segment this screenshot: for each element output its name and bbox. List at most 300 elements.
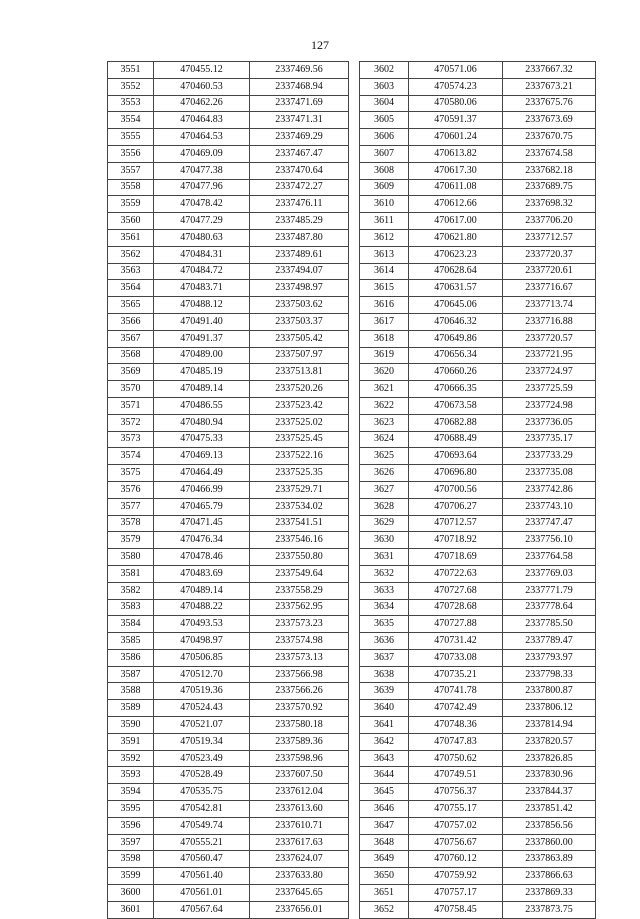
table-row (108, 565, 349, 582)
y-coordinate-cell: 2337476.11 (250, 196, 349, 213)
point-number-cell: 3608 (360, 162, 409, 179)
x-coordinate-cell: 470491.37 (154, 330, 250, 347)
x-coordinate-cell: 470722.63 (409, 565, 503, 582)
point-number-cell: 3652 (360, 901, 409, 918)
point-number-cell: 3581 (108, 565, 154, 582)
point-number-cell: 3609 (360, 179, 409, 196)
y-coordinate-cell: 2337670.75 (503, 129, 596, 146)
x-coordinate-cell: 470718.92 (409, 532, 503, 549)
point-number-cell: 3561 (108, 229, 154, 246)
point-number-cell: 3572 (108, 414, 154, 431)
x-coordinate-cell: 470728.68 (409, 599, 503, 616)
point-number-cell: 3553 (108, 95, 154, 112)
y-coordinate-cell: 2337485.29 (250, 213, 349, 230)
x-coordinate-cell: 470601.24 (409, 129, 503, 146)
point-number-cell: 3605 (360, 112, 409, 129)
y-coordinate-cell: 2337645.65 (250, 885, 349, 902)
table-row (360, 851, 596, 868)
table-row (108, 599, 349, 616)
point-number-cell: 3626 (360, 465, 409, 482)
y-coordinate-cell: 2337573.13 (250, 649, 349, 666)
table-row (360, 717, 596, 734)
y-coordinate-cell: 2337612.04 (250, 784, 349, 801)
x-coordinate-cell: 470666.35 (409, 381, 503, 398)
x-coordinate-cell: 470521.07 (154, 717, 250, 734)
table-row (108, 179, 349, 196)
point-number-cell: 3613 (360, 246, 409, 263)
x-coordinate-cell: 470523.49 (154, 750, 250, 767)
table-row (108, 481, 349, 498)
table-row (108, 229, 349, 246)
x-coordinate-cell: 470706.27 (409, 498, 503, 515)
table-row (108, 498, 349, 515)
table-row (108, 414, 349, 431)
table-row (108, 700, 349, 717)
x-coordinate-cell: 470489.00 (154, 347, 250, 364)
x-coordinate-cell: 470741.78 (409, 683, 503, 700)
point-number-cell: 3554 (108, 112, 154, 129)
x-coordinate-cell: 470469.13 (154, 448, 250, 465)
table-row (360, 481, 596, 498)
table-row (108, 666, 349, 683)
x-coordinate-cell: 470733.08 (409, 649, 503, 666)
x-coordinate-cell: 470756.37 (409, 784, 503, 801)
point-number-cell: 3595 (108, 801, 154, 818)
table-row (360, 330, 596, 347)
x-coordinate-cell: 470488.12 (154, 297, 250, 314)
y-coordinate-cell: 2337469.56 (250, 62, 349, 79)
point-number-cell: 3637 (360, 649, 409, 666)
point-number-cell: 3599 (108, 868, 154, 885)
point-number-cell: 3557 (108, 162, 154, 179)
point-number-cell: 3643 (360, 750, 409, 767)
point-number-cell: 3556 (108, 145, 154, 162)
y-coordinate-cell: 2337769.03 (503, 565, 596, 582)
point-number-cell: 3650 (360, 868, 409, 885)
point-number-cell: 3591 (108, 733, 154, 750)
y-coordinate-cell: 2337633.80 (250, 868, 349, 885)
y-coordinate-cell: 2337541.51 (250, 515, 349, 532)
table-row (108, 649, 349, 666)
table-row (108, 817, 349, 834)
x-coordinate-cell: 470700.56 (409, 481, 503, 498)
x-coordinate-cell: 470621.80 (409, 229, 503, 246)
x-coordinate-cell: 470455.12 (154, 62, 250, 79)
table-row (360, 834, 596, 851)
y-coordinate-cell: 2337522.16 (250, 448, 349, 465)
x-coordinate-cell: 470475.33 (154, 431, 250, 448)
point-number-cell: 3575 (108, 465, 154, 482)
table-row (360, 885, 596, 902)
table-row (360, 364, 596, 381)
x-coordinate-cell: 470727.88 (409, 616, 503, 633)
x-coordinate-cell: 470464.53 (154, 129, 250, 146)
x-coordinate-cell: 470646.32 (409, 313, 503, 330)
point-number-cell: 3598 (108, 851, 154, 868)
table-row (360, 801, 596, 818)
table-row (360, 868, 596, 885)
x-coordinate-cell: 470519.34 (154, 733, 250, 750)
x-coordinate-cell: 470567.64 (154, 901, 250, 918)
y-coordinate-cell: 2337764.58 (503, 549, 596, 566)
table-row (360, 599, 596, 616)
point-number-cell: 3621 (360, 381, 409, 398)
page-number: 127 (311, 38, 329, 52)
y-coordinate-cell: 2337873.75 (503, 901, 596, 918)
table-row (360, 347, 596, 364)
point-number-cell: 3565 (108, 297, 154, 314)
x-coordinate-cell: 470524.43 (154, 700, 250, 717)
x-coordinate-cell: 470612.66 (409, 196, 503, 213)
y-coordinate-cell: 2337733.29 (503, 448, 596, 465)
table-row (108, 750, 349, 767)
x-coordinate-cell: 470749.51 (409, 767, 503, 784)
table-row (108, 62, 349, 79)
x-coordinate-cell: 470742.49 (409, 700, 503, 717)
x-coordinate-cell: 470696.80 (409, 465, 503, 482)
point-number-cell: 3603 (360, 78, 409, 95)
table-row (108, 112, 349, 129)
y-coordinate-cell: 2337713.74 (503, 297, 596, 314)
table-row (360, 213, 596, 230)
table-row (108, 246, 349, 263)
table-row (108, 431, 349, 448)
table-row (360, 162, 596, 179)
y-coordinate-cell: 2337667.32 (503, 62, 596, 79)
x-coordinate-cell: 470617.00 (409, 213, 503, 230)
y-coordinate-cell: 2337800.87 (503, 683, 596, 700)
y-coordinate-cell: 2337720.57 (503, 330, 596, 347)
point-number-cell: 3630 (360, 532, 409, 549)
table-body-right (360, 62, 596, 919)
x-coordinate-cell: 470727.68 (409, 582, 503, 599)
y-coordinate-cell: 2337468.94 (250, 78, 349, 95)
point-number-cell: 3583 (108, 599, 154, 616)
x-coordinate-cell: 470483.69 (154, 565, 250, 582)
x-coordinate-cell: 470712.57 (409, 515, 503, 532)
x-coordinate-cell: 470682.88 (409, 414, 503, 431)
x-coordinate-cell: 470561.01 (154, 885, 250, 902)
x-coordinate-cell: 470535.75 (154, 784, 250, 801)
table-row (108, 313, 349, 330)
y-coordinate-cell: 2337673.21 (503, 78, 596, 95)
y-coordinate-cell: 2337549.64 (250, 565, 349, 582)
y-coordinate-cell: 2337863.89 (503, 851, 596, 868)
y-coordinate-cell: 2337866.63 (503, 868, 596, 885)
y-coordinate-cell: 2337558.29 (250, 582, 349, 599)
table-row (108, 213, 349, 230)
point-number-cell: 3634 (360, 599, 409, 616)
point-number-cell: 3552 (108, 78, 154, 95)
y-coordinate-cell: 2337529.71 (250, 481, 349, 498)
x-coordinate-cell: 470489.14 (154, 582, 250, 599)
x-coordinate-cell: 470484.31 (154, 246, 250, 263)
y-coordinate-cell: 2337698.32 (503, 196, 596, 213)
table-row (360, 263, 596, 280)
point-number-cell: 3567 (108, 330, 154, 347)
table-row (360, 95, 596, 112)
x-coordinate-cell: 470628.64 (409, 263, 503, 280)
point-number-cell: 3593 (108, 767, 154, 784)
point-number-cell: 3586 (108, 649, 154, 666)
y-coordinate-cell: 2337566.98 (250, 666, 349, 683)
y-coordinate-cell: 2337778.64 (503, 599, 596, 616)
x-coordinate-cell: 470645.06 (409, 297, 503, 314)
table-row (360, 784, 596, 801)
x-coordinate-cell: 470747.83 (409, 733, 503, 750)
x-coordinate-cell: 470688.49 (409, 431, 503, 448)
y-coordinate-cell: 2337742.86 (503, 481, 596, 498)
y-coordinate-cell: 2337851.42 (503, 801, 596, 818)
table-row (108, 330, 349, 347)
table-row (360, 767, 596, 784)
point-number-cell: 3587 (108, 666, 154, 683)
y-coordinate-cell: 2337682.18 (503, 162, 596, 179)
table-row (360, 901, 596, 918)
y-coordinate-cell: 2337487.80 (250, 229, 349, 246)
point-number-cell: 3580 (108, 549, 154, 566)
table-row (108, 784, 349, 801)
point-number-cell: 3576 (108, 481, 154, 498)
y-coordinate-cell: 2337844.37 (503, 784, 596, 801)
table-row (360, 280, 596, 297)
y-coordinate-cell: 2337689.75 (503, 179, 596, 196)
table-row (108, 145, 349, 162)
table-row (108, 448, 349, 465)
y-coordinate-cell: 2337525.45 (250, 431, 349, 448)
y-coordinate-cell: 2337507.97 (250, 347, 349, 364)
table-row (108, 582, 349, 599)
y-coordinate-cell: 2337806.12 (503, 700, 596, 717)
y-coordinate-cell: 2337546.16 (250, 532, 349, 549)
table-row (108, 263, 349, 280)
y-coordinate-cell: 2337724.98 (503, 397, 596, 414)
table-row (108, 515, 349, 532)
x-coordinate-cell: 470491.40 (154, 313, 250, 330)
point-number-cell: 3590 (108, 717, 154, 734)
point-number-cell: 3639 (360, 683, 409, 700)
y-coordinate-cell: 2337467.47 (250, 145, 349, 162)
y-coordinate-cell: 2337735.08 (503, 465, 596, 482)
point-number-cell: 3596 (108, 817, 154, 834)
table-row (108, 901, 349, 918)
table-row (360, 448, 596, 465)
point-number-cell: 3602 (360, 62, 409, 79)
x-coordinate-cell: 470549.74 (154, 817, 250, 834)
point-number-cell: 3618 (360, 330, 409, 347)
table-row (108, 196, 349, 213)
y-coordinate-cell: 2337498.97 (250, 280, 349, 297)
table-row (360, 549, 596, 566)
table-row (360, 515, 596, 532)
x-coordinate-cell: 470477.29 (154, 213, 250, 230)
point-number-cell: 3647 (360, 817, 409, 834)
x-coordinate-cell: 470617.30 (409, 162, 503, 179)
point-number-cell: 3628 (360, 498, 409, 515)
y-coordinate-cell: 2337610.71 (250, 817, 349, 834)
y-coordinate-cell: 2337721.95 (503, 347, 596, 364)
table-row (360, 129, 596, 146)
x-coordinate-cell: 470693.64 (409, 448, 503, 465)
point-number-cell: 3562 (108, 246, 154, 263)
point-number-cell: 3569 (108, 364, 154, 381)
table-row (108, 162, 349, 179)
point-number-cell: 3617 (360, 313, 409, 330)
y-coordinate-cell: 2337735.17 (503, 431, 596, 448)
point-number-cell: 3607 (360, 145, 409, 162)
table-row (108, 129, 349, 146)
point-number-cell: 3625 (360, 448, 409, 465)
point-number-cell: 3584 (108, 616, 154, 633)
table-row (360, 229, 596, 246)
point-number-cell: 3571 (108, 397, 154, 414)
x-coordinate-cell: 470758.45 (409, 901, 503, 918)
point-number-cell: 3579 (108, 532, 154, 549)
table-row (108, 717, 349, 734)
x-coordinate-cell: 470756.67 (409, 834, 503, 851)
y-coordinate-cell: 2337503.62 (250, 297, 349, 314)
y-coordinate-cell: 2337656.01 (250, 901, 349, 918)
x-coordinate-cell: 470560.47 (154, 851, 250, 868)
table-row (360, 683, 596, 700)
y-coordinate-cell: 2337856.56 (503, 817, 596, 834)
point-number-cell: 3592 (108, 750, 154, 767)
table-row (108, 633, 349, 650)
y-coordinate-cell: 2337860.00 (503, 834, 596, 851)
point-number-cell: 3597 (108, 834, 154, 851)
table-row (108, 280, 349, 297)
table-row (360, 817, 596, 834)
table-row (360, 112, 596, 129)
x-coordinate-cell: 470464.49 (154, 465, 250, 482)
point-number-cell: 3568 (108, 347, 154, 364)
x-coordinate-cell: 470466.99 (154, 481, 250, 498)
table-row (108, 347, 349, 364)
point-number-cell: 3619 (360, 347, 409, 364)
point-number-cell: 3646 (360, 801, 409, 818)
x-coordinate-cell: 470480.94 (154, 414, 250, 431)
x-coordinate-cell: 470464.83 (154, 112, 250, 129)
y-coordinate-cell: 2337756.10 (503, 532, 596, 549)
y-coordinate-cell: 2337550.80 (250, 549, 349, 566)
point-number-cell: 3638 (360, 666, 409, 683)
point-number-cell: 3601 (108, 901, 154, 918)
y-coordinate-cell: 2337613.60 (250, 801, 349, 818)
y-coordinate-cell: 2337494.07 (250, 263, 349, 280)
x-coordinate-cell: 470718.69 (409, 549, 503, 566)
point-number-cell: 3649 (360, 851, 409, 868)
point-number-cell: 3633 (360, 582, 409, 599)
y-coordinate-cell: 2337617.63 (250, 834, 349, 851)
table-row (360, 733, 596, 750)
table-row (108, 733, 349, 750)
table-row (360, 565, 596, 582)
point-number-cell: 3611 (360, 213, 409, 230)
y-coordinate-cell: 2337771.79 (503, 582, 596, 599)
y-coordinate-cell: 2337712.57 (503, 229, 596, 246)
table-row (360, 62, 596, 79)
point-number-cell: 3636 (360, 633, 409, 650)
x-coordinate-cell: 470660.26 (409, 364, 503, 381)
table-row (360, 532, 596, 549)
y-coordinate-cell: 2337503.37 (250, 313, 349, 330)
table-row (360, 750, 596, 767)
x-coordinate-cell: 470489.14 (154, 381, 250, 398)
table-row (108, 767, 349, 784)
y-coordinate-cell: 2337471.69 (250, 95, 349, 112)
point-number-cell: 3632 (360, 565, 409, 582)
y-coordinate-cell: 2337513.81 (250, 364, 349, 381)
x-coordinate-cell: 470580.06 (409, 95, 503, 112)
y-coordinate-cell: 2337534.02 (250, 498, 349, 515)
table-row (360, 649, 596, 666)
y-coordinate-cell: 2337471.31 (250, 112, 349, 129)
table-row (360, 196, 596, 213)
point-number-cell: 3559 (108, 196, 154, 213)
point-number-cell: 3578 (108, 515, 154, 532)
coordinates-table-left (107, 61, 349, 919)
y-coordinate-cell: 2337469.29 (250, 129, 349, 146)
point-number-cell: 3651 (360, 885, 409, 902)
x-coordinate-cell: 470498.97 (154, 633, 250, 650)
table-row (360, 78, 596, 95)
table-row (360, 666, 596, 683)
table-body-left (108, 62, 349, 919)
x-coordinate-cell: 470555.21 (154, 834, 250, 851)
x-coordinate-cell: 470574.23 (409, 78, 503, 95)
y-coordinate-cell: 2337869.33 (503, 885, 596, 902)
point-number-cell: 3642 (360, 733, 409, 750)
table-row (108, 364, 349, 381)
x-coordinate-cell: 470477.38 (154, 162, 250, 179)
y-coordinate-cell: 2337624.07 (250, 851, 349, 868)
y-coordinate-cell: 2337472.27 (250, 179, 349, 196)
x-coordinate-cell: 470623.23 (409, 246, 503, 263)
y-coordinate-cell: 2337566.26 (250, 683, 349, 700)
table-row (108, 801, 349, 818)
point-number-cell: 3641 (360, 717, 409, 734)
x-coordinate-cell: 470760.12 (409, 851, 503, 868)
table-row (108, 532, 349, 549)
table-row (108, 616, 349, 633)
y-coordinate-cell: 2337580.18 (250, 717, 349, 734)
y-coordinate-cell: 2337720.37 (503, 246, 596, 263)
point-number-cell: 3600 (108, 885, 154, 902)
x-coordinate-cell: 470750.62 (409, 750, 503, 767)
x-coordinate-cell: 470755.17 (409, 801, 503, 818)
x-coordinate-cell: 470528.49 (154, 767, 250, 784)
y-coordinate-cell: 2337785.50 (503, 616, 596, 633)
point-number-cell: 3566 (108, 313, 154, 330)
x-coordinate-cell: 470561.40 (154, 868, 250, 885)
point-number-cell: 3644 (360, 767, 409, 784)
y-coordinate-cell: 2337562.95 (250, 599, 349, 616)
table-row (360, 179, 596, 196)
x-coordinate-cell: 470478.42 (154, 196, 250, 213)
point-number-cell: 3551 (108, 62, 154, 79)
y-coordinate-cell: 2337736.05 (503, 414, 596, 431)
table-row (108, 381, 349, 398)
x-coordinate-cell: 470460.53 (154, 78, 250, 95)
y-coordinate-cell: 2337570.92 (250, 700, 349, 717)
x-coordinate-cell: 470477.96 (154, 179, 250, 196)
y-coordinate-cell: 2337573.23 (250, 616, 349, 633)
x-coordinate-cell: 470656.34 (409, 347, 503, 364)
x-coordinate-cell: 470478.46 (154, 549, 250, 566)
table-row (108, 834, 349, 851)
point-number-cell: 3622 (360, 397, 409, 414)
y-coordinate-cell: 2337830.96 (503, 767, 596, 784)
